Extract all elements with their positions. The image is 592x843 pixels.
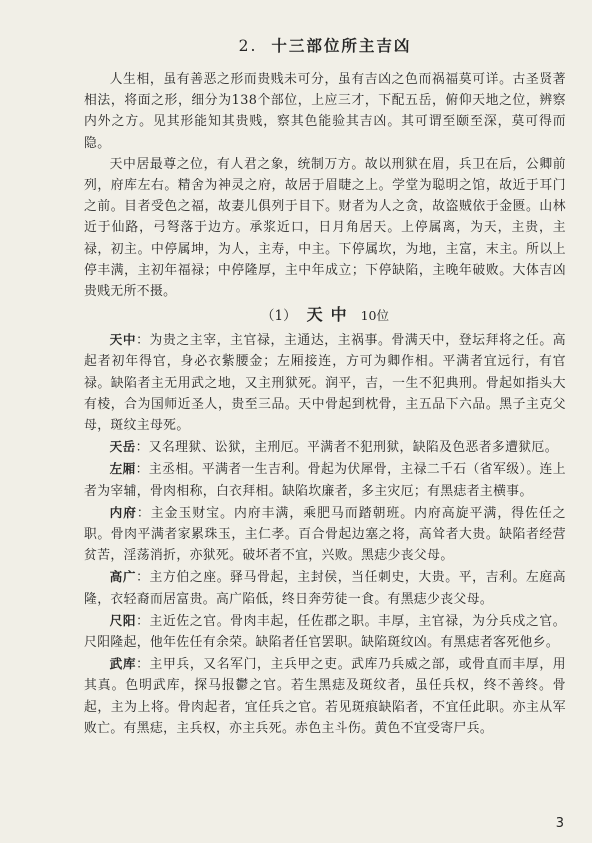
entry-term: 内府 — [109, 504, 137, 520]
entry-tianzhong — [84, 329, 566, 436]
entry-text: ：为贵之主宰，主官禄，主通达，主祸事。骨满天中，登坛拜将之任。高起者初年得官，身必衣紫腰金；左厢接连，方可为卿作相。平满者宜远行，有官禄。缺陷者主无用武之地，又主刑狱死。润平，吉，一生不犯典刑。骨起如指头大有棱，合为国师近圣人，贵至三品。天中骨起到枕骨，主五品下六品。黑子主克父母，斑纹主母死。 — [84, 333, 566, 434]
entry-term: 天中 — [109, 332, 137, 348]
section-title: 十三部位所主吉凶 — [271, 36, 412, 55]
entry-text: ：主甲兵，又名军门，主兵甲之吏。武库乃兵威之部，或骨直而丰厚，用其真。色明武库，探马报鬱之官。若生黑痣及斑纹者，虽任兵权，终不善终。骨起，主为上将。骨肉起者，宜任兵之官。若见斑痕缺陷者，不宜任此职。亦主从军败亡。有黑痣，主兵权，亦主兵死。赤色主斗伤。黄色不宜受寄尸兵。 — [84, 657, 566, 736]
entry-term: 尺阳 — [109, 612, 137, 628]
intro-paragraph-1: 人生相，虽有善恶之形而贵贱未可分，虽有吉凶之色而祸福莫可详。古圣贤著相法，将面之形，细分为138个部位，上应三才，下配五岳，俯仰天地之位，辨察内外之方。见其形能知其贵贱，察其色能验其吉凶。其可谓至颐至深，莫可得而隐。 — [84, 72, 566, 151]
entry-term: 高广 — [109, 569, 137, 585]
entry-text: ：主丞相。平满者一生吉利。骨起为伏犀骨，主禄二千石（省军级）。连上者为宰辅，骨肉相称，白衣拜相。缺陷坎廉者，多主灾厄；有黑痣者主横事。 — [84, 462, 566, 499]
entry-term: 天岳 — [109, 439, 136, 455]
entry-text: ：主金玉财宝。内府丰满，乘肥马而踏朝班。内府高旋平满，得佐任之职。骨肉平满者家累珠玉，主仁孝。百合骨起边塞之将，高耸者大贵。缺陷者经营贫苦，淫荡消折，亦狱死。破坏者不宜，兴败。黑痣少丧父母。 — [84, 505, 566, 564]
entry-text: ：主方伯之座。驿马骨起，主封侯，当任刺史，大贵。平，吉利。左庭高隆，衣轻裔而居富贵。高广陷低，终日奔劳徒一食。有黑痣少丧父母。 — [84, 570, 566, 607]
subsection-heading — [84, 304, 566, 327]
entry-tianyue — [84, 436, 566, 458]
entry-term: 武库 — [109, 656, 137, 672]
subsection-title: 天中 — [306, 305, 355, 325]
entry-neifu — [84, 502, 566, 567]
subsection-count: 10位 — [360, 308, 389, 324]
section-heading — [84, 35, 566, 57]
entry-text: ：主近佐之官。骨肉丰起，任佐郡之职。丰厚，主官禄，为分兵戍之官。尺阳隆起，他年佐任有余荣。缺陷者任官罢职。缺陷斑纹凶。有黑痣者客死他乡。 — [84, 613, 566, 651]
subsection-number: （1） — [260, 308, 297, 325]
intro-paragraph-2: 天中居最尊之位，有人君之象，统制万方。故以刑狱在眉，兵卫在后，公卿前列，府库左右。精舍为神灵之府，故居于眉睫之上。学堂为聪明之馆，故近于耳门之前。目者受色之福，故妻儿俱列于目下。财者为人之贪，故盗贼依于金匮。山林近于仙路，弓弩落于边方。承浆近口，日月角居天。上停属离，为天，主贵，主禄，初主。中停属坤，为人，主寿，中主。下停属坎，为地，主富，末主。所以上停丰满，主初年福禄；中停隆厚，主中年成立；下停缺陷，主晚年破败。大体吉凶贵贱无所不摄。 — [84, 156, 566, 300]
entry-zuoxiang — [84, 458, 566, 501]
entry-chiyang — [84, 610, 566, 653]
page-number: 3 — [555, 816, 564, 831]
section-number: 2. — [238, 37, 258, 55]
page-body — [84, 35, 566, 739]
entry-gaoguang — [84, 566, 566, 609]
entry-wuku — [84, 653, 566, 739]
entry-term: 左厢 — [109, 461, 136, 477]
entry-text: ：又名理狱、讼狱，主刑厄。平满者不犯刑狱，缺陷及色恶者多遭狱厄。 — [135, 440, 558, 456]
